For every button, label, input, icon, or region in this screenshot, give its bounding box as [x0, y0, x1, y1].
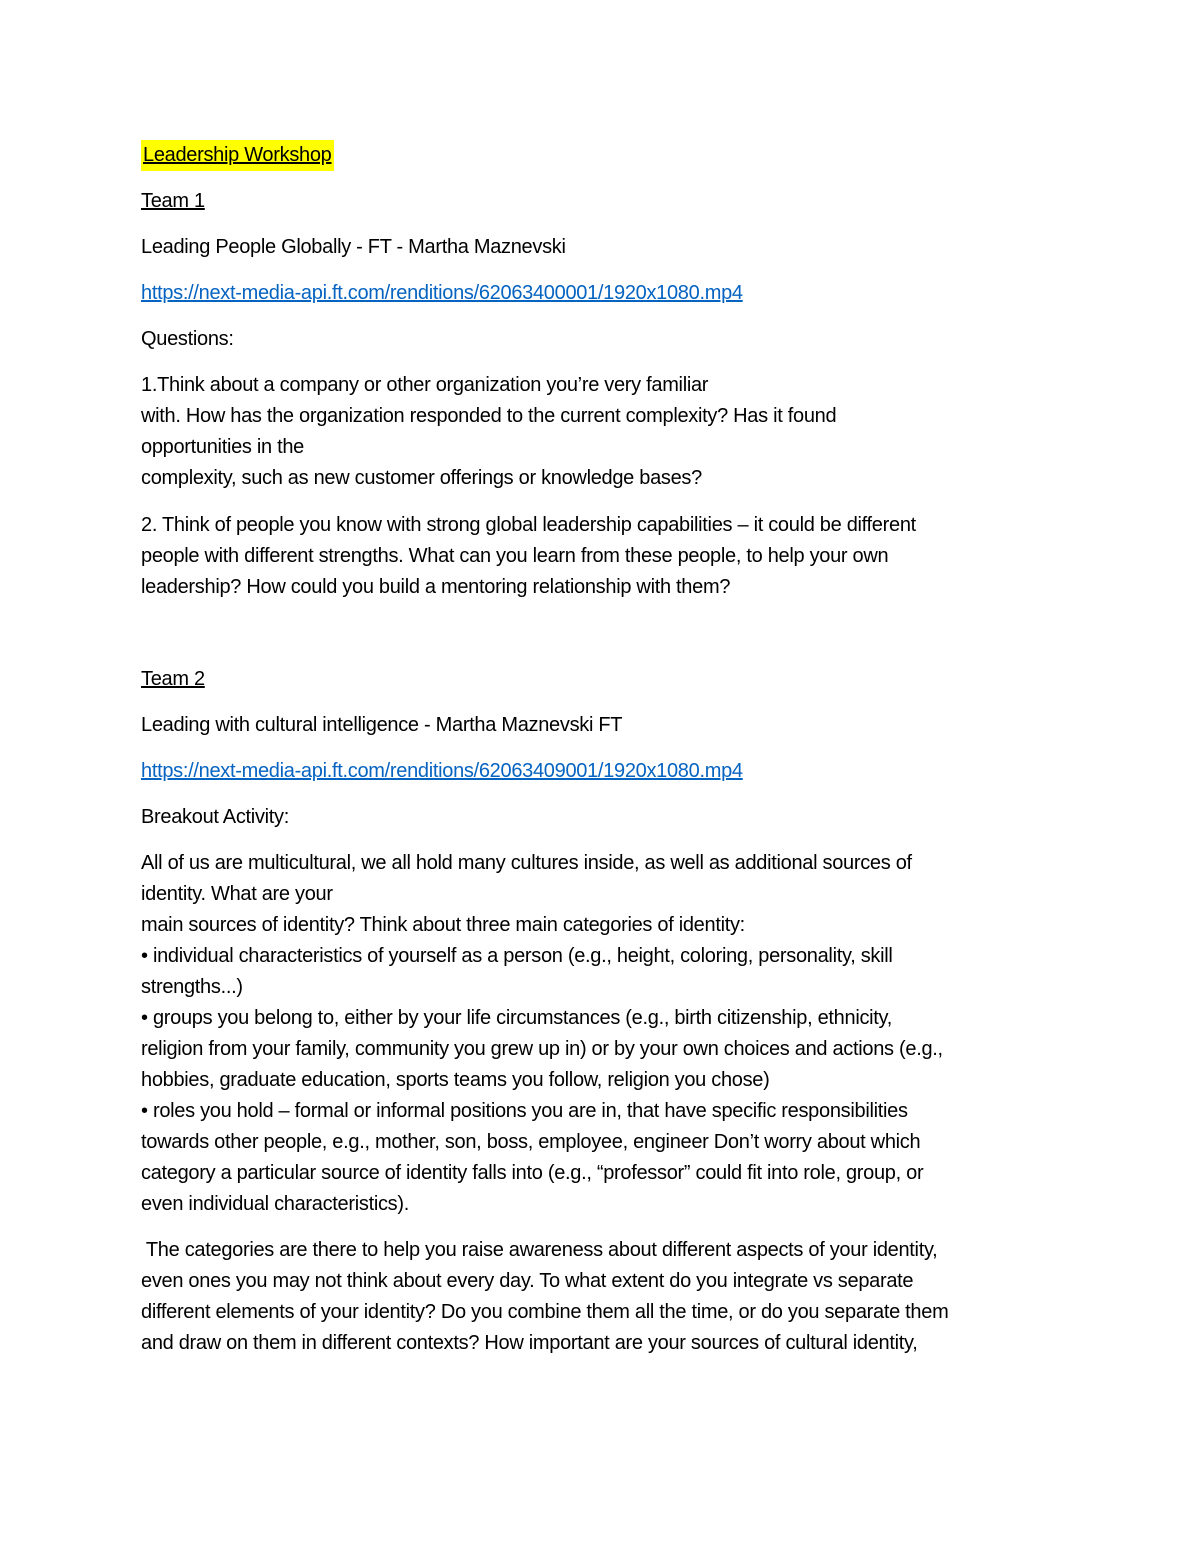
- activity-line: category a particular source of identity falls into (e.g., “professor” could fit into role, group, or: [141, 1162, 924, 1184]
- question-line: leadership? How could you build a mentoring relationship with them?: [141, 576, 731, 598]
- activity-line: even individual characteristics).: [141, 1193, 410, 1215]
- question-line: 1.Think about a company or other organization you’re very familiar: [141, 374, 709, 396]
- activity-line: All of us are multicultural, we all hold many cultures inside, as well as additional sources of: [141, 852, 912, 874]
- team1-heading: Team 1: [141, 190, 205, 212]
- team2-activity-label: Breakout Activity:: [141, 806, 289, 828]
- activity-line: identity. What are your: [141, 883, 333, 905]
- team2-session-title: Leading with cultural intelligence - Martha Maznevski FT: [141, 714, 623, 736]
- activity-line: hobbies, graduate education, sports teams you follow, religion you chose): [141, 1069, 770, 1091]
- team1-question-2: [141, 510, 1066, 603]
- title-wrap: [141, 140, 1066, 186]
- document-title: Leadership Workshop: [141, 140, 334, 171]
- question-line: with. How has the organization responded to the current complexity? Has it found: [141, 405, 837, 427]
- activity-line: strengths...): [141, 976, 243, 998]
- activity-line: • individual characteristics of yourself as a person (e.g., height, coloring, personality, skill: [141, 945, 893, 967]
- team2-video-link[interactable]: https://next-media-api.ft.com/renditions/62063409001/1920x1080.mp4: [141, 760, 743, 782]
- question-line: people with different strengths. What can you learn from these people, to help your own: [141, 545, 889, 567]
- question-line: opportunities in the: [141, 436, 305, 458]
- team2-heading: Team 2: [141, 668, 205, 690]
- team1-questions-label: Questions:: [141, 328, 234, 350]
- closing-line: even ones you may not think about every day. To what extent do you integrate vs separate: [141, 1270, 914, 1292]
- closing-line: The categories are there to help you raise awareness about different aspects of your identity,: [141, 1239, 938, 1261]
- activity-line: towards other people, e.g., mother, son, boss, employee, engineer Don’t worry about which: [141, 1131, 921, 1153]
- closing-line: and draw on them in different contexts? How important are your sources of cultural identity,: [141, 1332, 918, 1354]
- activity-line: • groups you belong to, either by your life circumstances (e.g., birth citizenship, ethnicity,: [141, 1007, 893, 1029]
- team1-session-title: Leading People Globally - FT - Martha Maznevski: [141, 236, 566, 258]
- question-line: 2. Think of people you know with strong global leadership capabilities – it could be different: [141, 514, 916, 536]
- activity-line: • roles you hold – formal or informal positions you are in, that have specific responsibilities: [141, 1100, 908, 1122]
- team2-closing-text: [141, 1235, 1066, 1359]
- document-page: [141, 140, 1066, 1374]
- activity-line: main sources of identity? Think about three main categories of identity:: [141, 914, 745, 936]
- section-spacer: [141, 618, 1066, 664]
- closing-line: different elements of your identity? Do you combine them all the time, or do you separate them: [141, 1301, 949, 1323]
- question-line: complexity, such as new customer offerings or knowledge bases?: [141, 467, 702, 489]
- team2-activity-text: [141, 848, 1066, 1220]
- activity-line: religion from your family, community you grew up in) or by your own choices and actions (e.g.,: [141, 1038, 943, 1060]
- team1-question-1: [141, 370, 1066, 494]
- team1-video-link[interactable]: https://next-media-api.ft.com/renditions/62063400001/1920x1080.mp4: [141, 282, 743, 304]
